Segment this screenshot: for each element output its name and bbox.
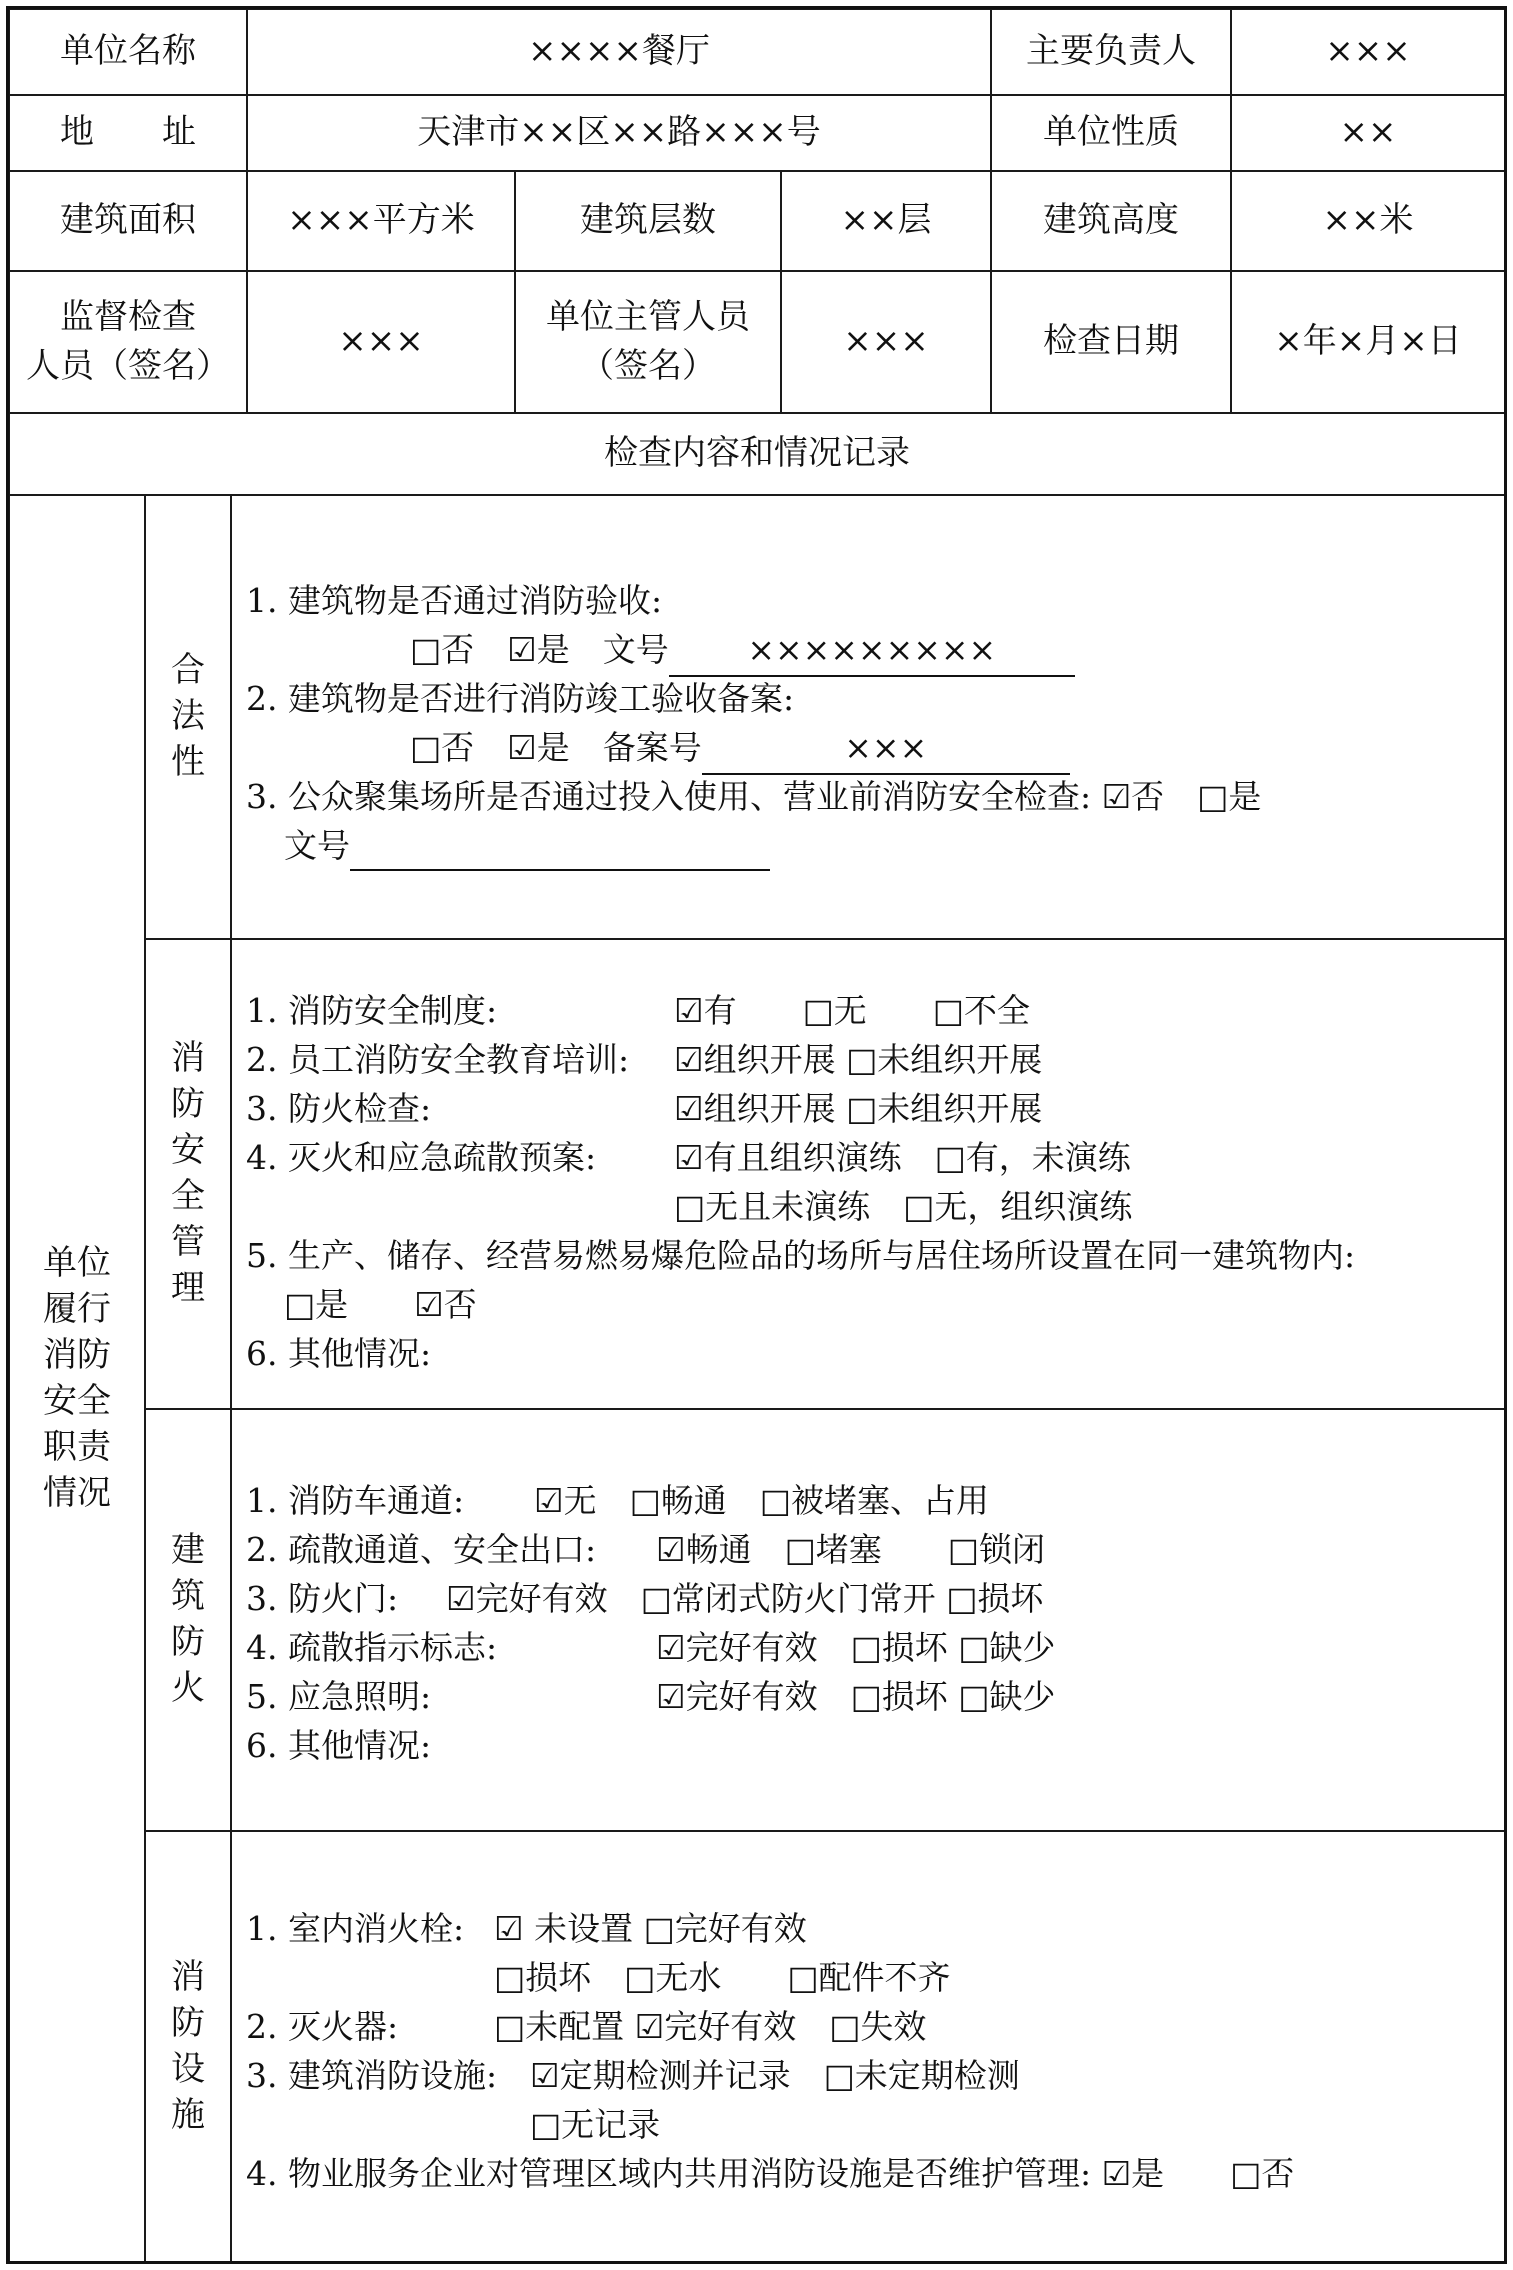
floors-value: ××层 bbox=[780, 170, 992, 272]
unit-name-value: ××××餐厅 bbox=[246, 8, 992, 96]
floors-label: 建筑层数 bbox=[514, 170, 782, 272]
legality-item-2-checks: □否 ☑是 备案号 bbox=[410, 728, 702, 767]
management-item-5: 5. 生产、储存、经营易燃易爆危险品的场所与居住场所设置在同一建筑物内: bbox=[246, 1236, 1356, 1275]
management-label-text: 消防安全管理 bbox=[171, 1038, 205, 1308]
facilities-item-3: 3. 建筑消防设施: bbox=[246, 2056, 498, 2095]
fireproof-item-1: 1. 消防车通道: bbox=[246, 1481, 465, 1520]
management-item-4: 4. 灭火和应急疏散预案: bbox=[246, 1138, 597, 1177]
facilities-label-text: 消防设施 bbox=[171, 1957, 205, 2135]
fireproof-content bbox=[230, 1408, 1506, 1832]
legality-label bbox=[144, 494, 232, 940]
supervisor-signature: ××× bbox=[780, 270, 992, 414]
facilities-item-1-options: ☑ 未设置 □完好有效 bbox=[494, 1909, 807, 1948]
management-content bbox=[230, 938, 1506, 1410]
legality-content bbox=[230, 494, 1506, 940]
fireproof-item-3-options: ☑完好有效 □常闭式防火门常开 □损坏 bbox=[446, 1579, 1044, 1618]
legality-item-1-options bbox=[410, 625, 1075, 677]
legality-filing-number: ××× bbox=[702, 723, 1070, 775]
leader-value: ××× bbox=[1230, 8, 1506, 96]
area-label: 建筑面积 bbox=[8, 170, 248, 272]
facilities-label bbox=[144, 1830, 232, 2264]
supervisor-label bbox=[514, 270, 782, 414]
management-item-2: 2. 员工消防安全教育培训: bbox=[246, 1040, 630, 1079]
legality-label-text: 合法性 bbox=[171, 650, 205, 782]
date-label: 检查日期 bbox=[990, 270, 1232, 414]
legality-item-2: 2. 建筑物是否进行消防竣工验收备案: bbox=[246, 679, 795, 718]
nature-label: 单位性质 bbox=[990, 94, 1232, 172]
facilities-item-1: 1. 室内消火栓: bbox=[246, 1909, 465, 1948]
facilities-item-3-options: ☑定期检测并记录 □未定期检测 bbox=[530, 2056, 1020, 2095]
legality-item-3-doc-blank bbox=[350, 829, 770, 871]
facilities-item-2: 2. 灭火器: bbox=[246, 2007, 399, 2046]
legality-item-1: 1. 建筑物是否通过消防验收: bbox=[246, 581, 663, 620]
fireproof-item-4: 4. 疏散指示标志: bbox=[246, 1628, 498, 1667]
fireproof-item-2: 2. 疏散通道、安全出口: bbox=[246, 1530, 597, 1569]
management-item-2-options: ☑组织开展 □未组织开展 bbox=[674, 1040, 1043, 1079]
fireproof-item-5: 5. 应急照明: bbox=[246, 1677, 432, 1716]
legality-item-3: 3. 公众聚集场所是否通过投入使用、营业前消防安全检查: ☑否 □是 bbox=[246, 777, 1262, 816]
facilities-content bbox=[230, 1830, 1506, 2264]
legality-item-3-doc-label: 文号 bbox=[284, 826, 350, 865]
height-label: 建筑高度 bbox=[990, 170, 1232, 272]
fireproof-label bbox=[144, 1408, 232, 1832]
facilities-item-4: 4. 物业服务企业对管理区域内共用消防设施是否维护管理: ☑是 □否 bbox=[246, 2154, 1295, 2193]
inspector-signature: ××× bbox=[246, 270, 516, 414]
facilities-item-1-options-2: □损坏 □无水 □配件不齐 bbox=[494, 1958, 951, 1997]
inspector-label bbox=[8, 270, 248, 414]
section-title: 检查内容和情况记录 bbox=[8, 412, 1506, 496]
inspector-label-line2: 人员（签名） bbox=[26, 346, 230, 386]
management-item-3-options: ☑组织开展 □未组织开展 bbox=[674, 1089, 1043, 1128]
fireproof-item-3: 3. 防火门: bbox=[246, 1579, 399, 1618]
management-item-5-options: □是 ☑否 bbox=[284, 1285, 477, 1324]
date-value: ×年×月×日 bbox=[1230, 270, 1506, 414]
management-item-1: 1. 消防安全制度: bbox=[246, 991, 498, 1030]
management-item-1-options: ☑有 □无 □不全 bbox=[674, 991, 1030, 1030]
supervisor-label-line2: （签名） bbox=[580, 346, 716, 386]
fireproof-label-text: 建筑防火 bbox=[171, 1530, 205, 1708]
fireproof-item-6: 6. 其他情况: bbox=[246, 1726, 432, 1765]
management-item-6: 6. 其他情况: bbox=[246, 1334, 432, 1373]
fireproof-item-2-options: ☑畅通 □堵塞 □锁闭 bbox=[656, 1530, 1045, 1569]
outer-category-text: 单位履行消防安全职责情况 bbox=[43, 1243, 111, 1513]
fireproof-item-1-options: ☑无 □畅通 □被堵塞、占用 bbox=[534, 1481, 989, 1520]
address-label: 地 址 bbox=[8, 94, 248, 172]
fireproof-item-5-options: ☑完好有效 □损坏 □缺少 bbox=[656, 1677, 1056, 1716]
legality-item-2-options bbox=[410, 723, 1070, 775]
legality-item-3-doc bbox=[284, 821, 770, 871]
unit-name-label: 单位名称 bbox=[8, 8, 248, 96]
outer-category-label bbox=[8, 494, 146, 2264]
facilities-item-2-options: □未配置 ☑完好有效 □失效 bbox=[494, 2007, 927, 2046]
management-label bbox=[144, 938, 232, 1410]
nature-value: ×× bbox=[1230, 94, 1506, 172]
area-value: ×××平方米 bbox=[246, 170, 516, 272]
inspector-label-line1: 监督检查 bbox=[60, 296, 196, 337]
fireproof-item-4-options: ☑完好有效 □损坏 □缺少 bbox=[656, 1628, 1056, 1667]
legality-doc-number: ××××××××× bbox=[669, 625, 1075, 677]
height-value: ××米 bbox=[1230, 170, 1506, 272]
leader-label: 主要负责人 bbox=[990, 8, 1232, 96]
supervisor-label-line1: 单位主管人员 bbox=[546, 296, 750, 337]
address-value: 天津市××区××路×××号 bbox=[246, 94, 992, 172]
legality-item-1-checks: □否 ☑是 文号 bbox=[410, 630, 669, 669]
management-item-3: 3. 防火检查: bbox=[246, 1089, 432, 1128]
management-item-4-options-2: □无且未演练 □无，组织演练 bbox=[674, 1187, 1133, 1226]
management-item-4-options: ☑有且组织演练 □有，未演练 bbox=[674, 1138, 1131, 1177]
facilities-item-3-options-2: □无记录 bbox=[530, 2105, 661, 2144]
